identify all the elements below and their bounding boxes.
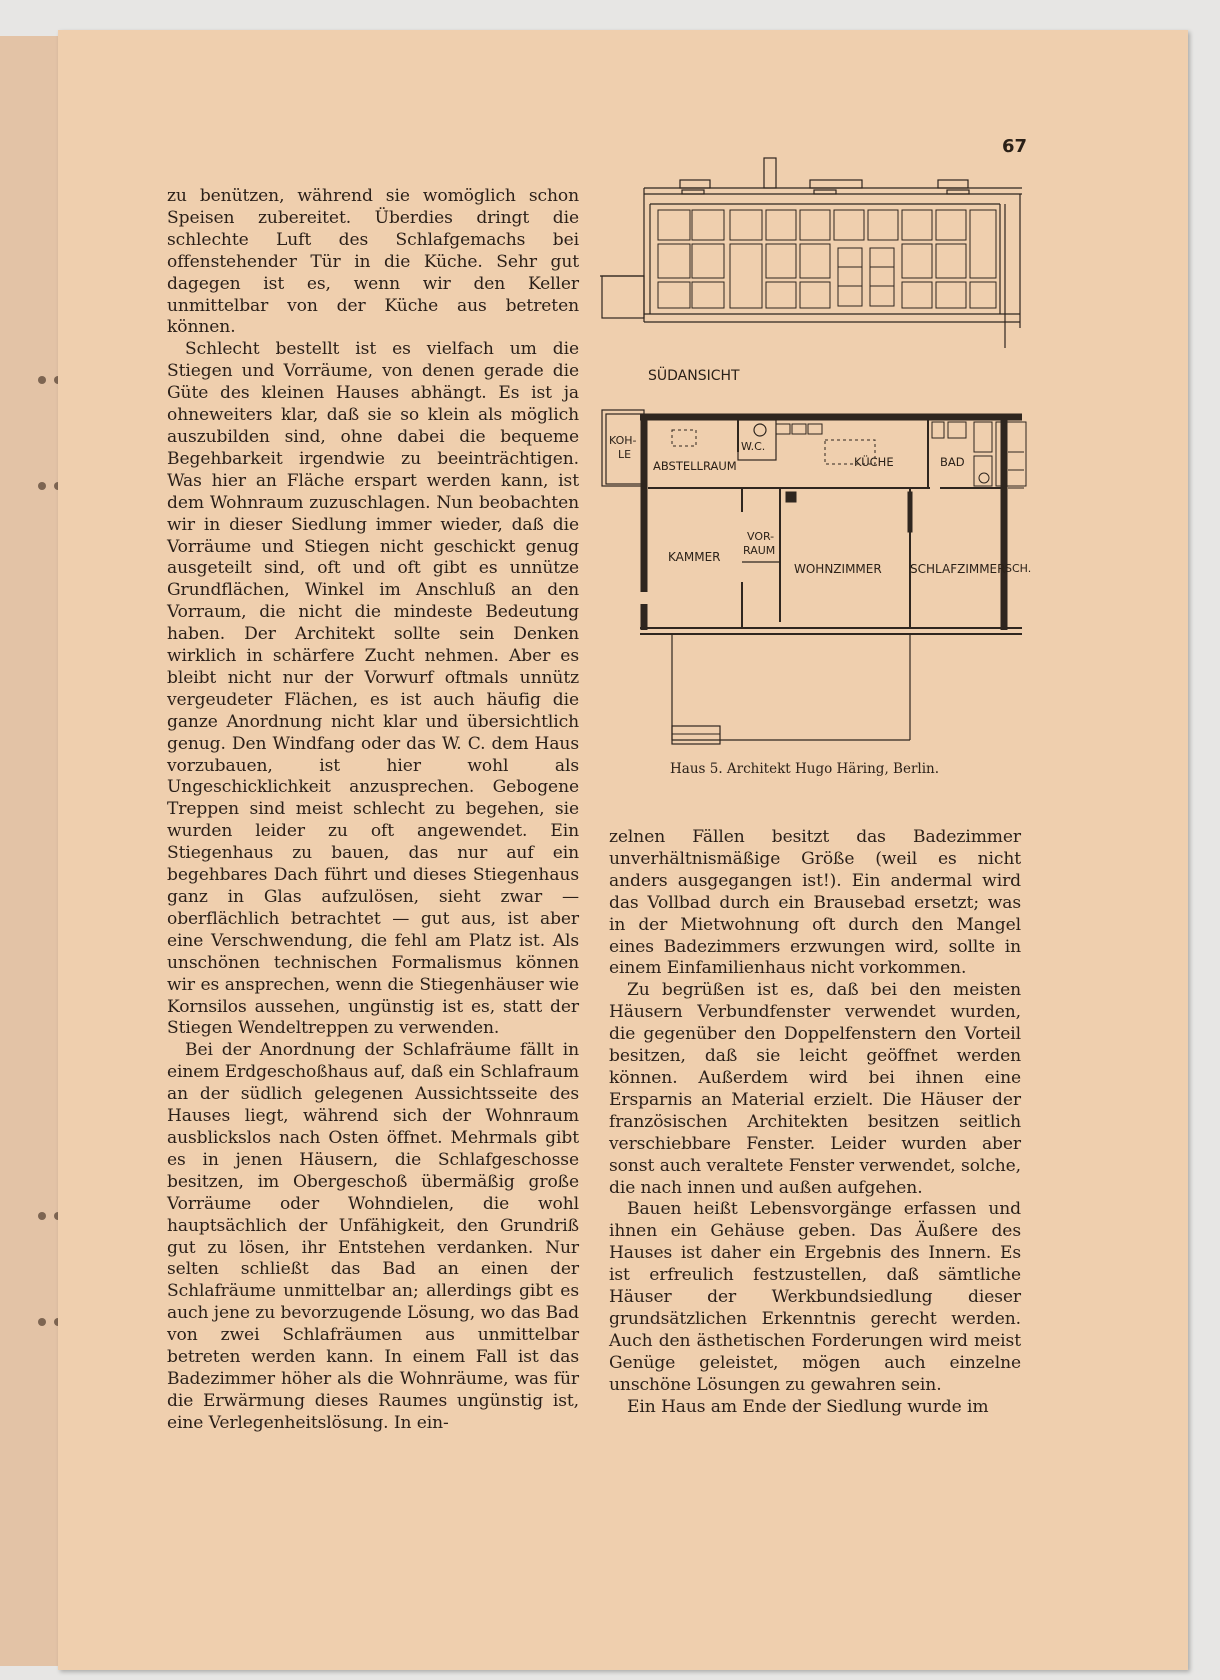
paragraph: Bauen heißt Lebensvorgänge erfassen und ihnen ein Gehäuse geben. Das Äußere des Hauses ist daher ein Ergebnis des Innern. Es ist erfreulich festzustellen, daß sämtliche Häuser der Werkbundsiedlung dieser grundsätzlichen Erkenntnis gerecht werden. Auch den ästhetischen Forderungen wird meist Genüge geleistet, mögen auch einzelne unschöne Lösungen zu gewahren sein. <box>609 1199 1021 1395</box>
figure-caption: Haus 5. Architekt Hugo Häring, Berlin. <box>670 761 940 777</box>
room-label-kohle: LE <box>618 448 632 461</box>
elevation-label: SÜDANSICHT <box>648 368 740 384</box>
room-label-schlafzimmer: SCHLAFZIMMER <box>910 562 1006 576</box>
paragraph: Schlecht bestellt ist es vielfach um die Stiegen und Vorräume, von denen gerade die Güte des kleinen Hauses abhängt. Es ist ja ohneweiters klar, daß sie so klein als möglich auszubilden sind, ohne dabei die bequeme Begehbarkeit irgendwie zu beeinträchtigen. Was hier an Fläche erspart werden kann, ist dem Wohnraum zuzuschlagen. Nun beobachten wir in dieser Siedlung immer wieder, daß die Vorräume und Stiegen nicht geschickt genug ausgeteilt sind, oft und oft gibt es unnütze Grundflächen, Winkel im Anschluß an den Vorraum, die nicht die mindeste Bedeutung haben. Der Architekt sollte sein Denken wirklich in schärfere Zucht nehmen. Aber es bleibt nicht nur der Vorwurf oftmals unnütz vergeudeter Flächen, es ist auch häufig die ganze Anordnung nicht klar und übersichtlich genug. Den Windfang oder das W. C. dem Haus vorzubauen, ist hier wohl als Ungeschicklichkeit anzusprechen. Gebogene Treppen sind meist schlecht zu begehen, sie wurden leider zu oft angewendet. Ein Stiegenhaus zu bauen, das nur auf ein begehbares Dach führt und dieses Stiegenhaus ganz in Glas aufzulösen, sieht zwar — oberflächlich betrachtet — gut aus, ist aber eine Verschwendung, die fehl am Platz ist. Als unschönen technischen Formalismus können wir es ansprechen, wenn die Stiegenhäuser wie Kornsilos aussehen, ungünstig ist es, statt der Stiegen Wendeltreppen zu verwenden. <box>167 339 579 1039</box>
room-label-sch: SCH. <box>1005 562 1032 575</box>
room-label-abstellraum: ABSTELLRAUM <box>653 459 737 473</box>
room-label-wc: W.C. <box>741 440 766 453</box>
paragraph: zu benützen, während sie womöglich schon Speisen zubereitet. Überdies dringt die schlechte Luft des Schlafgemachs bei offenstehender Tür in die Küche. Sehr gut dagegen ist es, wenn wir den Keller unmittelbar von der Küche aus betreten können. <box>167 186 579 338</box>
right-text-column <box>609 827 1021 1418</box>
page-number: 67 <box>1002 136 1028 157</box>
paragraph: Ein Haus am Ende der Siedlung wurde im <box>627 1396 989 1417</box>
room-label-kammer: KAMMER <box>668 550 721 564</box>
room-label-vorraum: RAUM <box>743 544 776 557</box>
room-label-bad: BAD <box>940 455 965 469</box>
paragraph: Bei der Anordnung der Schlafräume fällt in einem Erdgeschoßhaus auf, daß ein Schlafraum an der südlich gelegenen Aussichtsseite des Hauses liegt, während sich der Wohnraum ausblickslos nach Osten öffnet. Mehrmals gibt es in jenen Häusern, die Schlafgeschosse besitzen, im Obergeschoß übermäßig große Vorräume oder Wohndielen, die wohl hauptsächlich der Unfähigkeit, den Grundriß gut zu lösen, ihr Entstehen verdanken. Nur selten schließt das Bad an einen der Schlafräume unmittelbar an; allerdings gibt es auch jene zu bevorzugende Lösung, wo das Bad von zwei Schlafräumen aus unmittelbar betreten werden kann. In einem Fall ist das Badezimmer höher als die Wohnräume, was für die Erwärmung dieses Raumes ungünstig ist, eine Verlegenheitslösung. In ein- <box>167 1040 579 1433</box>
previous-page-edge <box>0 36 60 1666</box>
paragraph: Zu begrüßen ist es, daß bei den meisten Häusern Verbundfenster verwendet wurden, die gegenüber den Doppelfenstern den Vorteil besitzen, daß sie leicht geöffnet werden können. Außerdem wird bei ihnen eine Ersparnis an Material erzielt. Die Häuser der französischen Architekten besitzen seitlich verschiebbare Fenster. Leider wurden aber sonst auch veraltete Fenster verwendet, solche, die nach innen und außen aufgehen. <box>609 980 1021 1198</box>
room-label-vorraum: VOR- <box>747 530 775 543</box>
paragraph: zelnen Fällen besitzt das Badezimmer unverhältnismäßige Größe (weil es nicht anders ausgegangen ist!). Ein andermal wird das Vollbad durch ein Brausebad ersetzt; was in der Mietwohnung oft durch den Mangel eines Badezimmers erzwungen wird, sollte in einem Einfamilienhaus nicht vorkommen. <box>609 827 1021 979</box>
south-elevation-drawing <box>600 158 1022 348</box>
room-label-kohle: KOH- <box>609 434 637 447</box>
architectural-figure <box>600 152 1040 772</box>
room-label-wohnzimmer: WOHNZIMMER <box>794 562 882 576</box>
left-text-column <box>167 186 579 1435</box>
room-label-kueche: KÜCHE <box>854 455 894 469</box>
